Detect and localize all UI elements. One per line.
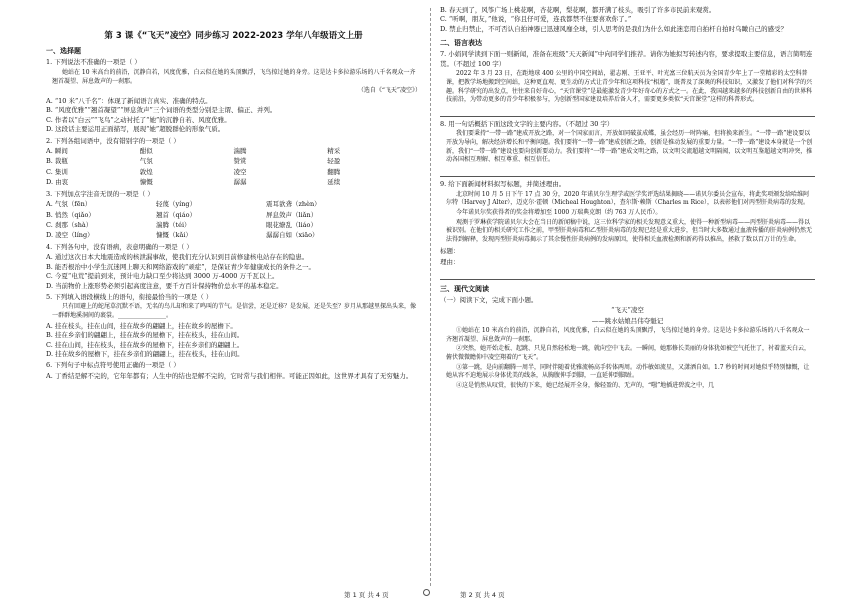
pinyin-item: 翘首（qiáo） [156,210,197,219]
option[interactable]: D. 当前物价上涨形势必须引起高度注意，要千方百计保持物价总水平的基本稳定。 [46,281,283,290]
word: 翻腾 [327,167,341,176]
option[interactable]: C. 挂在山间，挂在枝头，挂在故乡的屋檐下，挂在乡亲们的翩翩上。 [46,340,244,349]
pinyin-item: 眼花缭乱（liáo） [266,221,317,229]
option[interactable]: B. “风度优雅”“翘首凝望”“屏息敛声”三个词语的类型分别是主谓、偏正、并列。 [46,106,277,115]
word: 延续 [327,178,341,187]
option[interactable]: A. 通过这次日本大地震造成的核泄漏事故，使我们充分认识到目前修建核电站存在的隐患。 [46,253,309,262]
option[interactable]: B. 春天到了，风筝广场上桃花啊，杏花啊，梨花啊，都开满了枝头，吸引了许多市民前来观赏。 [440,6,716,14]
option-row[interactable] [46,231,421,240]
answer-line[interactable] [440,108,815,117]
option[interactable]: A. “10 米”八千名”：体现了新闻语言真实、准确的特点。 [46,96,212,105]
word: 精采 [327,147,341,156]
question-1-stem: 1. 下列说法不准确的一项是（ ） [46,58,141,67]
pinyin-item: A. 气氛（fēn） [46,200,92,209]
page-divider [430,8,431,586]
pinyin-item: B. 悄然（qiǎo） [46,210,95,219]
word: B. 裁瓶 [46,157,68,166]
pinyin-item: C. 刹那（shà） [46,221,93,229]
word: D. 由衷 [46,178,69,187]
pinyin-item: 震耳欲聋（zhèn） [266,200,321,209]
word: 轻盈 [327,157,341,166]
word: C. 集训 [46,167,68,176]
option[interactable]: A. 丁香结是解不完的，它年年都有；人生中的结也是解不完的，它时常与我们相伴。可能正因如此，这世界才具有了无穷魅力。 [46,371,413,380]
question-1-passage: 她站在 10 米高台的前沿，沉静自若，风度优雅，白云似在她的头顶飘浮，飞鸟掠过她的身旁。这是达卡多拉游乐场的八千名观众一齐翘首凝望、屏息敛声的一刹那。 [52,68,416,85]
word: 气氛 [139,157,153,166]
option-row[interactable] [46,221,421,230]
title-answer-label: 标题： [440,246,460,255]
option[interactable]: C. 今夏“电荒”提前到来，预计电力缺口至少将达到 3000 万-4000 万千瓦以上。 [46,272,279,281]
reason-answer-label: 理由： [440,258,460,267]
option[interactable]: A. 挂在枝头，挂在山间，挂在故乡的翩翩上，挂在故乡的屋檐下。 [46,321,237,330]
question-4-stem: 4. 下列各句中，没有语病，表意明确的一项是（ ） [46,242,193,251]
word: A. 瞬间 [46,147,68,156]
section-heading-choice: 一、选择题 [46,47,81,56]
option-row[interactable] [46,147,421,156]
pinyin-item: 屏息敛声（liǎn） [266,210,318,219]
word: 凌空 [233,167,247,176]
option[interactable]: C. 作者以“白云”“飞鸟”之动衬托了“她”的沉静自若、风度优雅。 [46,115,231,124]
answer-line[interactable] [440,168,815,177]
section-heading-reading: 三、现代文阅读 [440,284,489,293]
option-row[interactable] [46,211,421,220]
question-7-stem: 7. 小娟同学读到下面一则新闻，准备在班级“天天新闻”中向同学们推荐。请你为她拟写转述内容，要求提取主要信息，语言简明连贯。（不超过 100 字） [440,50,813,68]
word: 湍腾 [233,147,247,156]
page-number-right: 第 2 页 共 4 页 [460,591,505,599]
option[interactable]: B. 能否根治中小学生沉迷网上聊天和网络游戏的“顽症”，是保证青少年健康成长的条件之一。 [46,262,316,271]
option[interactable]: C. “听啊，朋友，”他说，“你且仔可爱，连我都禁不住要喜欢你了。” [440,15,632,24]
question-6-stem: 6. 下列句子中标点符号使用正确的一项是（ ） [46,361,180,370]
pinyin-item: 湍腾（téi） [156,221,191,229]
question-2-stem: 2. 下列各组词语中，没有错别字的一项是（ ） [46,136,180,145]
question-8-passage: 我们要秉持“一带一路”建成开放之路，对一个国家而言，开放如同破茧成蝶，虽会经历一时阵痛，但将换来新生。“一带一路”建设要以开放为导向，解决经济增长和平衡问题。我们要将“一带一路”建成创新之路，创新是推动发展的重要力量。“一带一路”建设本身就是一个创新，我们“一带一路”建设也要向创新要动力。我们要将“一带一路”建成文明之路，以文明交流超越文明隔阂，以文明互鉴超越文明冲突，推动各国相互理解、相互尊重、相互信任。 [446,130,813,164]
option[interactable]: D. 这段话主要运用正面描写，展现“她”超脱群伦的形象气质。 [46,125,225,134]
question-1-source: （选自《“飞天”凌空》） [357,87,421,95]
word: 敦煌 [139,167,153,176]
section-heading-language: 二、语言表达 [440,39,482,48]
option[interactable]: D. 挂在故乡的屋檐下，挂在乡亲们的翩翩上，挂在枝头，挂在山间。 [46,350,244,359]
option[interactable]: D. 禁止归禁止，不可否认自拍神器已迅速风靡全球，引人思考的是我们为什么如此迷恋用自拍杆自拍时乌瞰自己的感受？ [440,24,788,33]
option-row[interactable] [46,168,421,177]
word: 赞赏 [233,157,247,166]
question-7-passage: 2022 年 3 月 23 日，在距地球 400 公里的中国空间站，翟志刚、王亚平、叶光富三位航天员为全国青少年上了一堂精彩的太空科普课，把教学场地搬到空间站，这种更直观、更生动的方式让青少年和这项科技“相遇”，既普及了深奥的科技知识，又激发了他们对科学的兴趣。科学研究的出发点，往往来自好奇心，“天宫课堂”是最能激发青少年好奇心的方式之一。在此，我国越来越多的科技创新自由的世界科技前沿，为带动更多的青少年积极参与，为创新型国家建设培养后备人才，需要更多类似“天宫课堂”这样的科普形式。 [446,70,813,104]
pinyin-item: 轻蔑（yíng） [156,200,197,209]
option-row[interactable] [46,200,421,209]
question-5-stem: 5. 下列填入语段横线上的语句，衔接最恰当的一项是（ ） [46,292,213,301]
question-3-stem: 3. 下列加点字注音无误的一项是（ ） [46,189,154,198]
article-paragraph: ③第一跳，是向前翻腾一周半，同时伴随着优雅流畅高手转体两周。动作敏如流星，又潇洒自如。1.7 秒的时间对她似乎特别慷慨，让她从容不迫地展示身体优美的线条，从胸腹伸手到脚，一直延伸到脚趾。 [446,363,810,380]
article-paragraph: ②突然，她开始走板、起跳、只见自然轻松地一跳，就向空中飞去。一瞬间，她那修长美丽的身体犹如被空气托住了，衬着蓝天白云，俯伏微微瞻仰中凌空翔着的“飞天”。 [446,345,811,362]
option-row[interactable] [46,178,421,187]
question-5-passage: 只有回避上的蛇尾草沉默不语，无名的鸟儿却和来了鸣叫的节气。是信尝，还是迁移？是发展，还是失至？岁月从那越里探出头来，像一群群地溪洞间的裹裳。________________。 [52,303,417,320]
article-subtitle: ——跳水姑娘吕伟夺魁记 [591,316,664,325]
article-title: “飞天”凌空 [611,306,644,315]
question-8-stem: 8. 用一句话概括下面这段文字的主要内容。（不超过 30 字） [440,120,614,128]
page-number-left: 第 1 页 共 4 页 [344,591,389,599]
question-9-passage-1: 北京时间 10 月 5 日下午 17 点 30 分，2020 年诺贝尔生理学或医学奖评选结果揭晓——诺贝尔委员会宣布，将此奖项颁发给哈维阿尔特（Harvey J Alter），迈克尔·霍顿（Micheal Houghton），查尔斯·赖斯（Charles m Rice），以表彰他们对丙型肝炎病毒的发现。 [446,190,810,207]
word: 潺潺 [233,178,247,187]
pinyin-item: 慷慨（kǎi） [156,231,192,240]
word: 慷慨 [139,178,153,187]
option-row[interactable] [46,157,421,166]
binding-circle-icon [423,589,430,596]
question-9-stem: 9. 给下面新闻材料拟写标题，并简述理由。 [440,180,566,189]
left-column [46,0,421,592]
question-9-passage-3: 观测于罗琳获学院诺贝尔大会在当日的新闻稿中说，这三位科学家的相关发现意义重大，使得一种新型病毒——丙型肝炎病毒——得以被识别。在他们的相关研究工作之前，甲型肝炎病毒和乙型肝炎病毒的发现已经是重大进步，但当时大多数通过血液传播的肝炎病例仍然无法得到解释，发现丙型肝炎病毒揭示了其余慢性肝炎病例的发病原因，使得相关血液检测和新药得以推出，拯救了数以百万计的生命。 [446,218,813,244]
answer-line[interactable] [440,271,815,280]
pinyin-item: 潺潺自如（xiāo） [266,231,319,240]
reading-part-1-intro: （一）阅读下文，完成下面小题。 [440,295,538,304]
word: 酣似 [139,147,153,156]
right-column [440,0,815,592]
document-title: 第 3 课《“飞天”凌空》同步练习 2022-2023 学年八年级语文上册 [104,31,363,41]
option[interactable]: B. 挂在乡亲们的翩翩上，挂在故乡的屋檐下，挂在枝头，挂在山间。 [46,331,244,340]
pinyin-item: D. 凌空（líng） [46,231,94,240]
article-paragraph: ④这是悄然从叹赏，很快的下来，她已经展开全身，像轻盈的、无声的，“嗤”地插进碧波之中，几 [456,382,715,390]
question-9-passage-2: 今年诺贝尔奖获得者的奖金将增加至 1000 万瑞典克朗（约 763 万人民币）。 [456,208,662,216]
article-paragraph: ①她站在 10 米高台的前沿，沉静自若，风度优雅，白云似在她的头顶飘浮，飞鸟掠过她的身旁。这是达卡多拉游乐场的八千名观众一齐翘首凝望、屏息敛声的一刹那。 [446,326,810,343]
